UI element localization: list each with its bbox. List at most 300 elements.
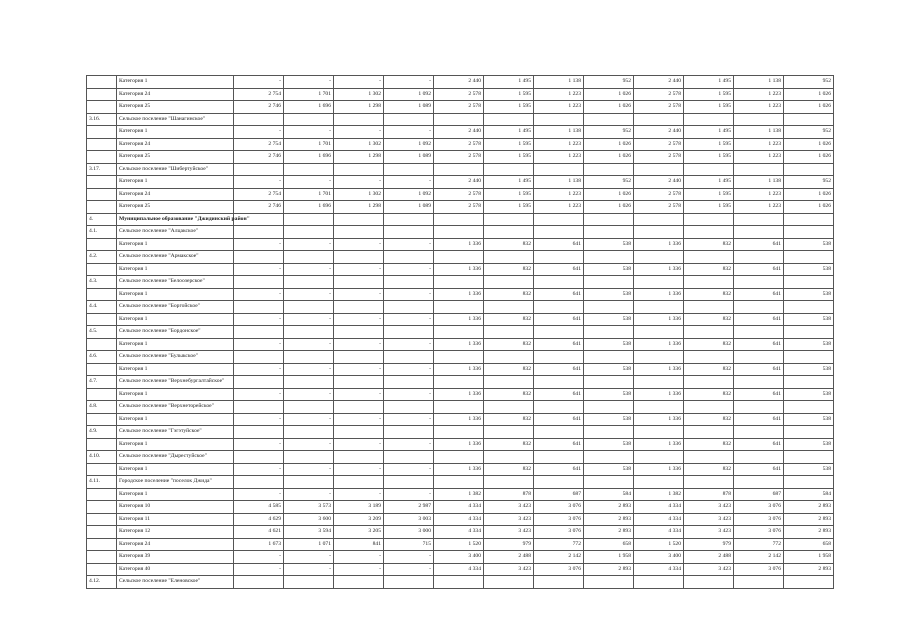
value-cell — [684, 401, 734, 414]
section-title: Сельское поселение "Армакское" — [117, 251, 234, 264]
value-cell: 1 495 — [484, 176, 534, 189]
value-cell: 1 302 — [334, 188, 384, 201]
value-cell: 687 — [734, 488, 784, 501]
value-cell — [684, 351, 734, 364]
value-cell — [634, 576, 684, 589]
value-cell: 832 — [684, 313, 734, 326]
value-cell — [484, 326, 534, 339]
value-cell: 2 754 — [234, 188, 284, 201]
value-cell: 538 — [784, 463, 834, 476]
value-cell: 1 336 — [434, 338, 484, 351]
value-cell: 1 595 — [684, 88, 734, 101]
category-name: Категория 1 — [117, 388, 234, 401]
value-cell: 1 223 — [734, 138, 784, 151]
value-cell: 538 — [584, 338, 634, 351]
value-cell — [284, 226, 334, 239]
value-cell: 1 336 — [634, 313, 684, 326]
value-cell: - — [384, 413, 434, 426]
value-cell — [484, 401, 534, 414]
value-cell: 3 189 — [334, 501, 384, 514]
value-cell: 832 — [684, 263, 734, 276]
category-name: Категория 24 — [117, 138, 234, 151]
value-cell — [684, 576, 734, 589]
value-cell: 2 578 — [634, 201, 684, 214]
value-cell: - — [384, 488, 434, 501]
value-cell — [534, 426, 584, 439]
value-cell — [434, 301, 484, 314]
value-cell — [784, 163, 834, 176]
value-cell: 1 138 — [734, 176, 784, 189]
value-cell: 3 209 — [334, 513, 384, 526]
row-number: 4.12. — [87, 576, 117, 589]
value-cell: - — [334, 488, 384, 501]
row-number — [87, 126, 117, 139]
value-cell: - — [384, 551, 434, 564]
value-cell: 584 — [784, 488, 834, 501]
value-cell: 1 336 — [434, 438, 484, 451]
value-cell: 658 — [784, 538, 834, 551]
value-cell: 979 — [484, 538, 534, 551]
value-cell: 832 — [484, 388, 534, 401]
value-cell — [634, 226, 684, 239]
value-cell: 832 — [484, 463, 534, 476]
value-cell: - — [234, 388, 284, 401]
value-cell — [384, 451, 434, 464]
value-cell: 952 — [784, 76, 834, 89]
value-cell — [334, 451, 384, 464]
value-cell: - — [334, 463, 384, 476]
value-cell: - — [284, 176, 334, 189]
value-cell: - — [234, 263, 284, 276]
value-cell — [784, 451, 834, 464]
value-cell — [234, 301, 284, 314]
value-cell: 1 092 — [384, 138, 434, 151]
value-cell — [284, 451, 334, 464]
value-cell — [284, 301, 334, 314]
value-cell — [734, 351, 784, 364]
value-cell: 2 893 — [784, 526, 834, 539]
row-number — [87, 438, 117, 451]
value-cell — [284, 163, 334, 176]
value-cell — [534, 276, 584, 289]
value-cell: 1 958 — [784, 551, 834, 564]
value-cell — [534, 213, 584, 226]
value-cell: - — [284, 313, 334, 326]
value-cell — [534, 401, 584, 414]
value-cell — [634, 213, 684, 226]
value-cell: - — [234, 563, 284, 576]
value-cell: 3 423 — [684, 526, 734, 539]
value-cell — [784, 576, 834, 589]
value-cell: 2 578 — [434, 101, 484, 114]
value-cell: 4 334 — [434, 563, 484, 576]
value-cell — [734, 113, 784, 126]
row-number — [87, 76, 117, 89]
value-cell — [484, 301, 534, 314]
value-cell: - — [234, 488, 284, 501]
value-cell: 1 696 — [284, 151, 334, 164]
section-header-row — [87, 163, 834, 176]
value-cell: - — [234, 363, 284, 376]
section-title: Сельское поселение "Шанагинское" — [117, 113, 234, 126]
value-cell: 3 205 — [334, 526, 384, 539]
row-number — [87, 488, 117, 501]
value-cell: - — [384, 76, 434, 89]
value-cell: 1 595 — [684, 201, 734, 214]
value-cell — [734, 326, 784, 339]
value-cell: 2 578 — [434, 138, 484, 151]
category-name: Категория 11 — [117, 513, 234, 526]
value-cell — [284, 476, 334, 489]
section-title: Сельское поселение "Шибертуйское" — [117, 163, 234, 176]
value-cell — [684, 251, 734, 264]
value-cell — [684, 376, 734, 389]
value-cell — [284, 251, 334, 264]
value-cell — [634, 113, 684, 126]
value-cell: - — [284, 263, 334, 276]
table-row — [87, 338, 834, 351]
table-row — [87, 201, 834, 214]
value-cell — [484, 426, 534, 439]
value-cell: 1 026 — [584, 101, 634, 114]
value-cell: 2 578 — [434, 201, 484, 214]
section-title: Сельское поселение "Еленовское" — [117, 576, 234, 589]
value-cell — [784, 401, 834, 414]
row-number: 4.2. — [87, 251, 117, 264]
value-cell: 2 578 — [634, 101, 684, 114]
value-cell — [384, 113, 434, 126]
value-cell — [384, 401, 434, 414]
value-cell: - — [384, 288, 434, 301]
value-cell — [334, 251, 384, 264]
value-cell: 1 223 — [734, 101, 784, 114]
value-cell: 2 440 — [634, 176, 684, 189]
value-cell: - — [234, 176, 284, 189]
value-cell: - — [234, 238, 284, 251]
section-title: Сельское поселение "Бордонское" — [117, 326, 234, 339]
value-cell — [784, 376, 834, 389]
value-cell: 538 — [784, 263, 834, 276]
value-cell: 641 — [734, 338, 784, 351]
value-cell: 1 495 — [684, 126, 734, 139]
value-cell: 3 076 — [734, 563, 784, 576]
value-cell — [634, 426, 684, 439]
table-row — [87, 551, 834, 564]
table-row — [87, 463, 834, 476]
value-cell: 3 003 — [384, 513, 434, 526]
value-cell: 4 629 — [234, 513, 284, 526]
value-cell — [784, 251, 834, 264]
value-cell: 538 — [784, 413, 834, 426]
category-name: Категория 25 — [117, 151, 234, 164]
value-cell: 1 138 — [534, 126, 584, 139]
value-cell — [534, 351, 584, 364]
value-cell: 715 — [384, 538, 434, 551]
value-cell: - — [384, 563, 434, 576]
value-cell: 1 495 — [484, 126, 534, 139]
value-cell: - — [334, 413, 384, 426]
value-cell — [784, 276, 834, 289]
category-name: Категория 1 — [117, 363, 234, 376]
value-cell — [384, 226, 434, 239]
row-number: 4.10. — [87, 451, 117, 464]
value-cell: 1 138 — [734, 76, 784, 89]
value-cell — [484, 163, 534, 176]
tariff-table — [86, 75, 834, 589]
value-cell — [534, 326, 584, 339]
row-number — [87, 501, 117, 514]
value-cell — [584, 113, 634, 126]
value-cell: 1 138 — [734, 126, 784, 139]
value-cell: 3 594 — [284, 526, 334, 539]
value-cell — [734, 376, 784, 389]
value-cell — [684, 113, 734, 126]
value-cell: 1 223 — [734, 188, 784, 201]
table-row — [87, 288, 834, 301]
category-name: Категория 1 — [117, 126, 234, 139]
table-row — [87, 101, 834, 114]
category-name: Категория 1 — [117, 313, 234, 326]
value-cell — [684, 276, 734, 289]
value-cell — [534, 451, 584, 464]
value-cell — [684, 426, 734, 439]
row-number — [87, 88, 117, 101]
value-cell: 4 334 — [634, 526, 684, 539]
value-cell: 3 600 — [284, 513, 334, 526]
value-cell: 979 — [684, 538, 734, 551]
value-cell: 1 701 — [284, 88, 334, 101]
value-cell: - — [234, 463, 284, 476]
value-cell: 538 — [784, 288, 834, 301]
value-cell — [684, 163, 734, 176]
value-cell: - — [384, 463, 434, 476]
value-cell — [334, 576, 384, 589]
value-cell: 1 595 — [484, 151, 534, 164]
section-title: Городское поселение "поселок Джида" — [117, 476, 234, 489]
value-cell: 2 578 — [634, 188, 684, 201]
row-number: 3.17. — [87, 163, 117, 176]
value-cell: 3 573 — [284, 501, 334, 514]
value-cell: 2 578 — [634, 151, 684, 164]
value-cell: 1 138 — [534, 76, 584, 89]
value-cell: 878 — [484, 488, 534, 501]
value-cell — [784, 326, 834, 339]
value-cell: 832 — [684, 238, 734, 251]
value-cell: 538 — [784, 313, 834, 326]
value-cell: 1 298 — [334, 201, 384, 214]
table-row — [87, 188, 834, 201]
value-cell — [234, 576, 284, 589]
value-cell — [634, 376, 684, 389]
value-cell: 1 026 — [584, 138, 634, 151]
row-number: 4.11. — [87, 476, 117, 489]
value-cell: 2 754 — [234, 88, 284, 101]
value-cell: 1 336 — [634, 338, 684, 351]
value-cell: 832 — [684, 413, 734, 426]
value-cell: 3 076 — [734, 526, 784, 539]
value-cell — [434, 401, 484, 414]
value-cell: 1 673 — [234, 538, 284, 551]
value-cell — [534, 113, 584, 126]
value-cell — [334, 276, 384, 289]
value-cell: 2 578 — [634, 88, 684, 101]
value-cell: 2 578 — [434, 88, 484, 101]
value-cell — [384, 426, 434, 439]
value-cell — [284, 401, 334, 414]
value-cell — [634, 276, 684, 289]
value-cell: 1 336 — [634, 263, 684, 276]
value-cell: 1 026 — [784, 101, 834, 114]
value-cell — [234, 376, 284, 389]
value-cell — [434, 376, 484, 389]
value-cell: 1 026 — [584, 201, 634, 214]
value-cell: - — [384, 238, 434, 251]
value-cell: 3 076 — [534, 526, 584, 539]
table-row — [87, 126, 834, 139]
value-cell: 3 076 — [734, 501, 784, 514]
value-cell: 538 — [784, 363, 834, 376]
value-cell: 841 — [334, 538, 384, 551]
value-cell: 1 223 — [534, 101, 584, 114]
value-cell: 3 423 — [684, 501, 734, 514]
category-name: Категория 12 — [117, 526, 234, 539]
row-number — [87, 551, 117, 564]
value-cell: 687 — [534, 488, 584, 501]
value-cell: - — [334, 288, 384, 301]
value-cell — [734, 576, 784, 589]
value-cell — [234, 326, 284, 339]
row-number: 4.4. — [87, 301, 117, 314]
section-header-row — [87, 113, 834, 126]
table-row — [87, 151, 834, 164]
value-cell: 538 — [784, 338, 834, 351]
value-cell — [334, 476, 384, 489]
value-cell: 641 — [734, 313, 784, 326]
value-cell: 1 223 — [534, 201, 584, 214]
value-cell — [484, 476, 534, 489]
value-cell: 1 595 — [484, 101, 534, 114]
value-cell: 4 334 — [434, 513, 484, 526]
value-cell: - — [334, 563, 384, 576]
row-number — [87, 201, 117, 214]
category-name: Категория 1 — [117, 288, 234, 301]
value-cell: 1 595 — [684, 151, 734, 164]
value-cell: 2 893 — [784, 501, 834, 514]
value-cell: - — [334, 126, 384, 139]
value-cell: - — [284, 438, 334, 451]
value-cell — [584, 376, 634, 389]
value-cell: 1 595 — [484, 138, 534, 151]
value-cell: 1 092 — [384, 188, 434, 201]
category-name: Категория 40 — [117, 563, 234, 576]
value-cell: 2 488 — [484, 551, 534, 564]
value-cell: 1 595 — [684, 101, 734, 114]
value-cell — [584, 226, 634, 239]
value-cell: 3 423 — [684, 563, 734, 576]
value-cell: 2 440 — [634, 126, 684, 139]
value-cell: 538 — [584, 413, 634, 426]
value-cell: 4 334 — [634, 513, 684, 526]
value-cell: 952 — [584, 76, 634, 89]
category-name: Категория 1 — [117, 438, 234, 451]
value-cell — [634, 326, 684, 339]
value-cell — [284, 213, 334, 226]
section-header-row — [87, 376, 834, 389]
value-cell: 3 000 — [384, 526, 434, 539]
value-cell — [534, 251, 584, 264]
value-cell: - — [234, 313, 284, 326]
value-cell — [434, 276, 484, 289]
value-cell: 3 423 — [684, 513, 734, 526]
value-cell: 3 400 — [634, 551, 684, 564]
value-cell — [784, 301, 834, 314]
value-cell — [534, 163, 584, 176]
value-cell: 641 — [534, 263, 584, 276]
category-name: Категория 25 — [117, 101, 234, 114]
value-cell: 538 — [584, 238, 634, 251]
value-cell — [434, 213, 484, 226]
row-number: 3.16. — [87, 113, 117, 126]
value-cell — [384, 576, 434, 589]
value-cell: 1 595 — [684, 188, 734, 201]
value-cell: 1 495 — [484, 76, 534, 89]
value-cell — [784, 213, 834, 226]
value-cell: 4 334 — [634, 501, 684, 514]
value-cell: 1 223 — [734, 151, 784, 164]
value-cell: 1 336 — [634, 238, 684, 251]
value-cell: 2 746 — [234, 101, 284, 114]
value-cell: 641 — [534, 288, 584, 301]
section-title: Сельское поселение "Верхнебургалтайское" — [117, 376, 234, 389]
row-number: 4.1. — [87, 226, 117, 239]
value-cell: - — [284, 388, 334, 401]
table-row — [87, 138, 834, 151]
value-cell: 1 089 — [384, 101, 434, 114]
section-header-row — [87, 213, 834, 226]
section-header-row — [87, 476, 834, 489]
value-cell: 2 488 — [684, 551, 734, 564]
value-cell — [734, 401, 784, 414]
value-cell: - — [234, 76, 284, 89]
value-cell: 1 223 — [734, 201, 784, 214]
value-cell: - — [384, 263, 434, 276]
value-cell: 1 223 — [534, 88, 584, 101]
value-cell: 1 336 — [434, 463, 484, 476]
value-cell: 1 336 — [434, 388, 484, 401]
value-cell: 832 — [684, 388, 734, 401]
value-cell — [734, 301, 784, 314]
value-cell: 952 — [784, 126, 834, 139]
value-cell: 1 495 — [684, 76, 734, 89]
value-cell: 832 — [684, 438, 734, 451]
value-cell: 658 — [584, 538, 634, 551]
value-cell: 772 — [734, 538, 784, 551]
value-cell: 1 701 — [284, 188, 334, 201]
category-name: Категория 1 — [117, 488, 234, 501]
value-cell — [734, 251, 784, 264]
row-number — [87, 363, 117, 376]
value-cell — [284, 113, 334, 126]
value-cell: 2 440 — [434, 76, 484, 89]
value-cell: 1 336 — [634, 438, 684, 451]
value-cell — [234, 163, 284, 176]
value-cell: 1 223 — [734, 88, 784, 101]
value-cell: 832 — [684, 363, 734, 376]
table-row — [87, 501, 834, 514]
value-cell: 641 — [734, 438, 784, 451]
value-cell: 2 578 — [434, 188, 484, 201]
value-cell: 1 336 — [434, 288, 484, 301]
